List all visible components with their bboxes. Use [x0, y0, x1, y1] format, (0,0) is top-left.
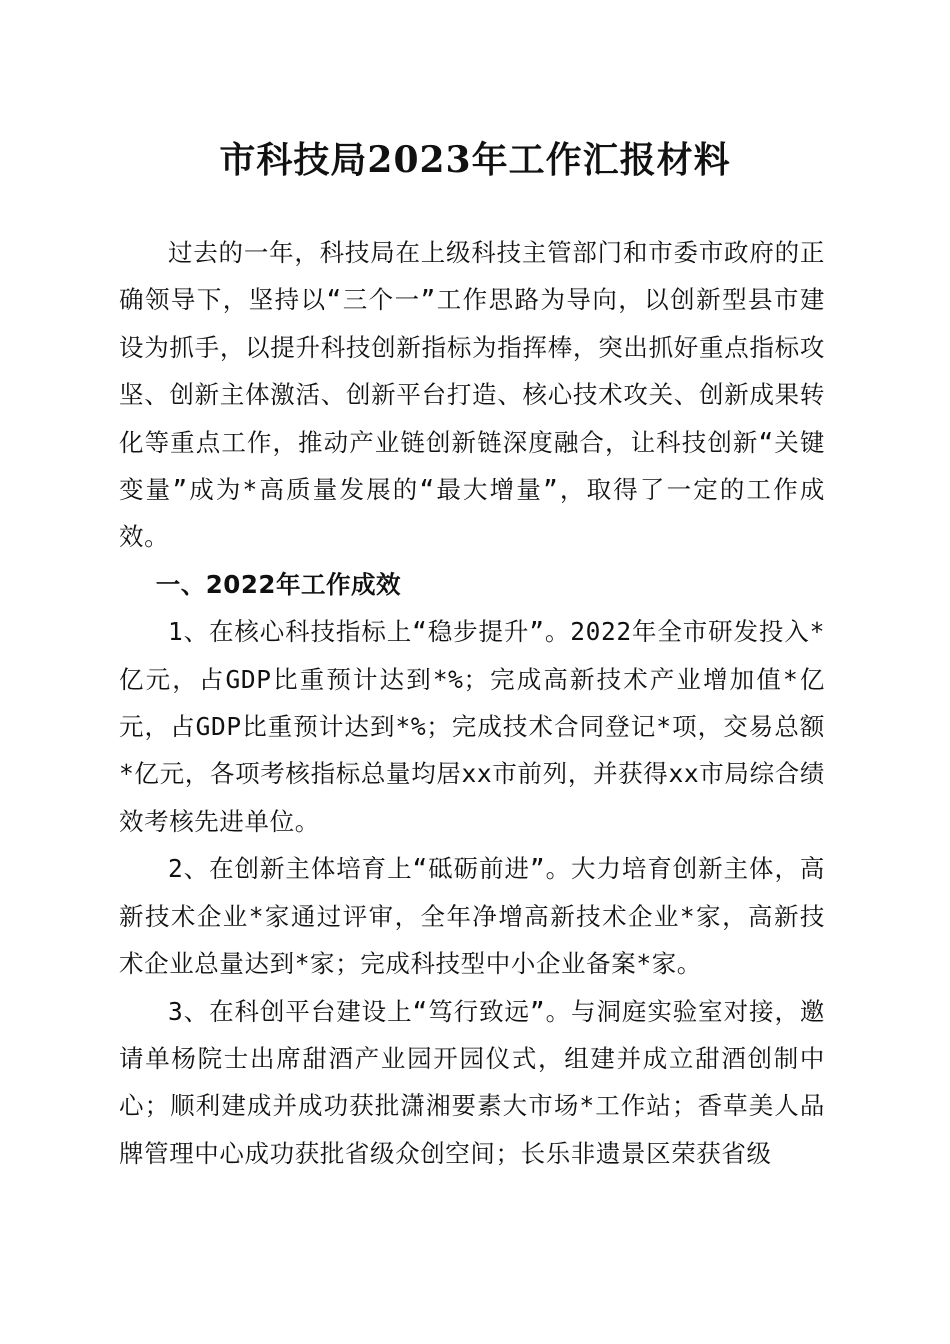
item-paragraph-3: 3、在科创平台建设上“笃行致远”。与洞庭实验室对接，邀请单杨院士出席甜酒产业园开园仪式，组建并成立甜酒创制中心；顺利建成并成功获批潇湘要素大市场*工作站；香草美人品牌管理中心成功获批省级众创空间；长乐非遗景区荣获省级 — [119, 996, 825, 1168]
item-paragraph-2: 2、在创新主体培育上“砥砺前进”。大力培育创新主体，高新技术企业*家通过评审，全年净增高新技术企业*家，高新技术企业总量达到*家；完成科技型中小企业备案*家。 — [119, 854, 825, 979]
item-paragraph-1: 1、在核心科技指标上“稳步提升”。2022年全市研发投入*亿元，占GDP比重预计达到*%；完成高新技术产业增加值*亿元，占GDP比重预计达到*%；完成技术合同登记*项，交易总额*亿元，各项考核指标总量均居xx市前列，并获得xx市局综合绩效考核先进单位。 — [119, 617, 825, 836]
section-heading: 一、2022年工作成效 — [155, 569, 401, 599]
document-title: 市科技局2023年工作汇报材料 — [219, 139, 731, 181]
document-body — [119, 229, 825, 1177]
intro-paragraph: 过去的一年，科技局在上级科技主管部门和市委市政府的正确领导下，坚持以“三个一”工作思路为导向，以创新型县市建设为抓手，以提升科技创新指标为指挥棒，突出抓好重点指标攻坚、创新主体激活、创新平台打造、核心技术攻关、创新成果转化等重点工作，推动产业链创新链深度融合，让科技创新“关键变量”成为*高质量发展的“最大增量”，取得了一定的工作成效。 — [119, 238, 825, 552]
